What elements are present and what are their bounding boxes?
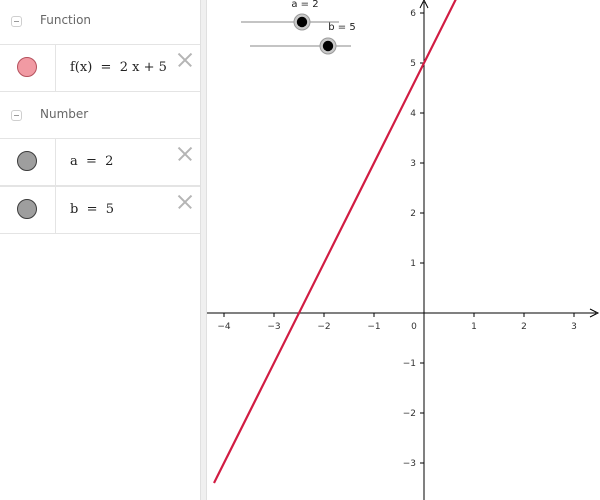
y-tick-label: 2 bbox=[410, 209, 416, 219]
view-splitter[interactable] bbox=[200, 0, 207, 500]
delete-icon[interactable] bbox=[176, 51, 194, 69]
x-tick-label: −4 bbox=[217, 322, 231, 332]
y-tick-label: −2 bbox=[402, 409, 416, 419]
algebra-row-b[interactable] bbox=[0, 186, 200, 234]
collapse-icon[interactable] bbox=[11, 16, 22, 27]
number-definition-a[interactable]: a = 2 bbox=[70, 154, 114, 169]
slider-a-label: a = 2 bbox=[291, 0, 319, 10]
y-tick-label: 6 bbox=[410, 9, 416, 19]
group-header-number[interactable] bbox=[0, 106, 200, 130]
group-header-function[interactable] bbox=[0, 12, 200, 36]
y-tick-label: 4 bbox=[410, 109, 416, 119]
y-tick-label: −3 bbox=[402, 459, 416, 469]
x-tick-label: 3 bbox=[571, 322, 577, 332]
graphics-view[interactable] bbox=[207, 0, 600, 500]
algebra-row-a[interactable] bbox=[0, 138, 200, 186]
delete-icon[interactable] bbox=[176, 193, 194, 211]
number-definition-b[interactable]: b = 5 bbox=[70, 202, 115, 217]
visibility-marble-icon[interactable] bbox=[17, 151, 37, 171]
group-label-function: Function bbox=[40, 13, 92, 27]
y-tick-label: 3 bbox=[410, 159, 416, 169]
visibility-marble-icon[interactable] bbox=[17, 199, 37, 219]
graphics-canvas[interactable] bbox=[207, 0, 600, 500]
x-tick-label: 1 bbox=[471, 322, 477, 332]
slider-b-knob[interactable] bbox=[323, 41, 333, 51]
delete-icon[interactable] bbox=[176, 145, 194, 163]
y-tick-label: 1 bbox=[410, 259, 416, 269]
collapse-icon[interactable] bbox=[11, 110, 22, 121]
slider-b-label: b = 5 bbox=[328, 22, 356, 33]
group-label-number: Number bbox=[40, 107, 89, 121]
origin-label: 0 bbox=[411, 322, 417, 332]
visibility-marble-icon[interactable] bbox=[17, 57, 37, 77]
x-tick-label: −1 bbox=[367, 322, 381, 332]
function-graph-f[interactable] bbox=[214, 0, 499, 483]
slider-a-knob[interactable] bbox=[297, 17, 307, 27]
y-tick-label: 5 bbox=[410, 59, 416, 69]
algebra-view bbox=[0, 0, 200, 500]
y-tick-label: −1 bbox=[402, 359, 416, 369]
x-tick-label: −3 bbox=[267, 322, 281, 332]
x-tick-label: −2 bbox=[317, 322, 331, 332]
algebra-row-f[interactable] bbox=[0, 44, 200, 92]
function-definition[interactable]: f(x) = 2 x + 5 bbox=[70, 60, 167, 75]
x-tick-label: 2 bbox=[521, 322, 527, 332]
